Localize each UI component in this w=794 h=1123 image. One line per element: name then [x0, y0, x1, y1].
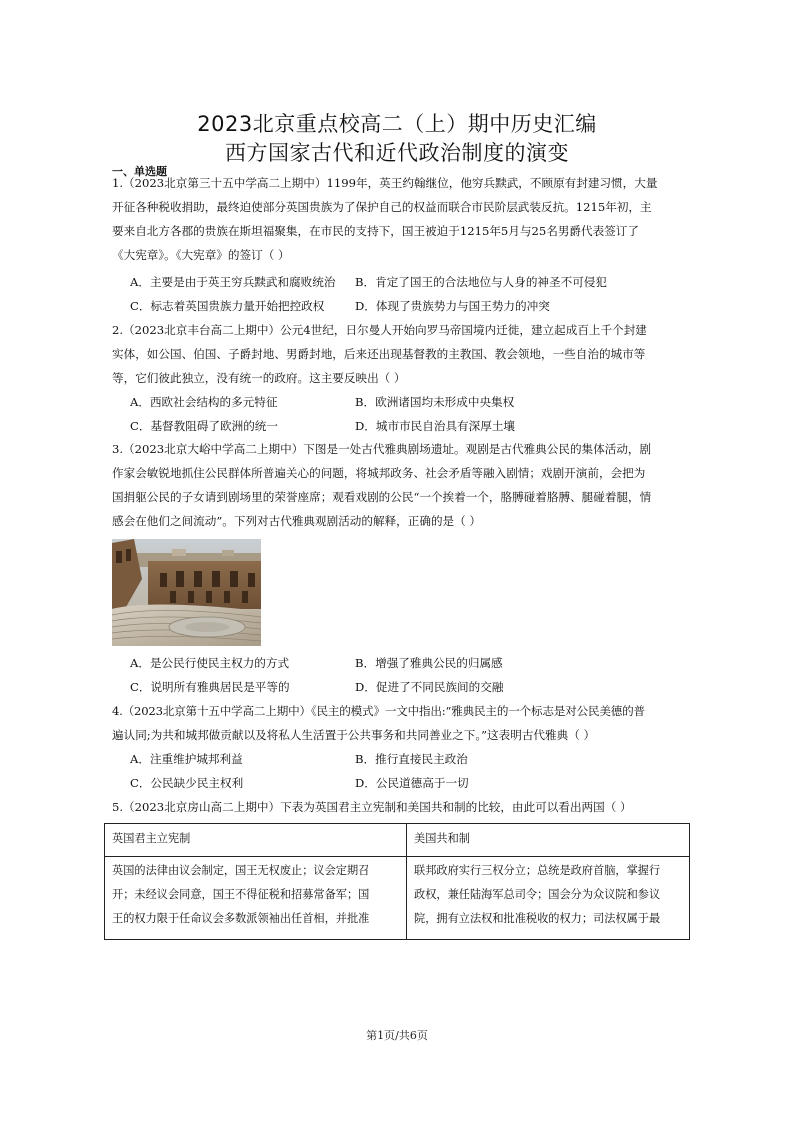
question-text-line: 遍认同;为共和城邦做贡献以及将私人生活置于公共事务和共同善业之下。”这表明古代雅典（ ）	[112, 728, 596, 742]
document-title: 2023北京重点校高二（上）期中历史汇编	[197, 112, 597, 136]
question-1-options	[130, 270, 690, 318]
question-4-stem	[112, 699, 690, 747]
question-5-stem	[112, 795, 690, 819]
question-3-options	[130, 651, 690, 699]
question-text-line: 作家会敏锐地抓住公民群体所普遍关心的问题，将城邦政务、社会矛盾等融入剧情；戏剧开演前，会把为	[112, 466, 646, 480]
question-text-line: 开征各种税收捐助，最终迫使部分英国贵族为了保护自己的权益而联合市民阶层武装反抗。1215年初，主	[112, 200, 652, 214]
question-text-line: 等，它们彼此独立，没有统一的政府。这主要反映出（ ）	[112, 371, 406, 385]
option-c[interactable]: C．标志着英国贵族力量开始把控政权	[130, 299, 325, 313]
table-cell-line: 王的权力限于任命议会多数派领袖出任首相，并批准	[112, 912, 370, 925]
option-b[interactable]: B．增强了雅典公民的归属感	[355, 656, 503, 670]
option-d[interactable]: D．体现了贵族势力与国王势力的冲突	[355, 299, 550, 313]
question-2-options	[130, 390, 690, 438]
question-text-line: 要来自北方各郡的贵族在斯坦福聚集，在市民的支持下，国王被迫于1215年5月与25名男爵代表签订了	[112, 224, 639, 238]
question-text-line: 感会在他们之间流动”。下列对古代雅典观剧活动的解释，正确的是（ ）	[112, 514, 482, 528]
question-3-stem	[112, 437, 690, 533]
question-text-line: 4.（2023北京第十五中学高二上期中）《民主的模式》一文中指出:“雅典民主的一个标志是对公民美德的普	[112, 704, 645, 718]
question-4-options	[130, 747, 690, 795]
table-cell-line: 政权，兼任陆海军总司令；国会分为众议院和参议	[414, 888, 661, 901]
question-text-line: 2.（2023北京丰台高二上期中）公元4世纪，日尔曼人开始向罗马帝国境内迁徙，建立起成百上千个封建	[112, 323, 647, 337]
option-b[interactable]: B．推行直接民主政治	[355, 752, 468, 766]
table-cell-uk	[105, 859, 406, 931]
option-d[interactable]: D．促进了不同民族间的交融	[355, 680, 504, 694]
table-cell-line: 开；未经议会同意，国王不得征税和招募常备军；国	[112, 888, 370, 901]
comparison-table	[104, 823, 690, 940]
option-b[interactable]: B．欧洲诸国均未形成中央集权	[355, 395, 515, 409]
question-text-line: 3.（2023北京大峪中学高二上期中）下图是一处古代雅典剧场遗址。观剧是古代雅典公民的集体活动，剧	[112, 442, 652, 456]
question-1-stem	[112, 171, 690, 267]
option-b[interactable]: B．肯定了国王的合法地位与人身的神圣不可侵犯	[355, 275, 607, 289]
table-cell-line: 英国的法律由议会制定，国王无权废止；议会定期召	[112, 864, 370, 877]
question-text-line: 实体，如公国、伯国、子爵封地、男爵封地，后来还出现基督教的主教国、教会领地，一些自治的城市等	[112, 347, 646, 361]
table-cell-line: 院，拥有立法权和批准税收的权力；司法权属于最	[414, 912, 661, 925]
theater-ruins-photo	[112, 539, 261, 646]
option-a[interactable]: A．西欧社会结构的多元特征	[130, 395, 278, 409]
question-text-line: 国捐躯公民的子女请到剧场里的荣誉座席；观看戏剧的公民“一个挨着一个，胳膊碰着胳膊、腿碰着腿，情	[112, 490, 652, 504]
table-cell-us	[407, 859, 691, 931]
table-cell-line: 联邦政府实行三权分立；总统是政府首脑，掌握行	[414, 864, 661, 877]
question-2-stem	[112, 318, 690, 390]
option-d[interactable]: D．公民道德高于一切	[355, 776, 469, 790]
option-a[interactable]: A．是公民行使民主权力的方式	[130, 656, 290, 670]
option-d[interactable]: D．城市市民自治具有深厚土壤	[355, 419, 516, 433]
option-a[interactable]: A．注重维护城邦利益	[130, 752, 243, 766]
question-text-line: 1.（2023北京第三十五中学高二上期中）1199年，英王约翰继位，他穷兵黩武，不顾原有封建习惯，大量	[112, 176, 658, 190]
question-text-line: 《大宪章》。《大宪章》的签订（ ）	[112, 248, 290, 262]
option-a[interactable]: A．主要是由于英王穷兵黩武和腐败统治	[130, 275, 336, 289]
page-footer: 第1页/共6页	[366, 1029, 428, 1042]
section-heading: 一、单选题	[112, 165, 167, 178]
option-c[interactable]: C．公民缺少民主权利	[130, 776, 244, 790]
option-c[interactable]: C．说明所有雅典居民是平等的	[130, 680, 290, 694]
table-header-uk: 英国君主立宪制	[112, 832, 191, 845]
question-text-line: 5.（2023北京房山高二上期中）下表为英国君主立宪制和美国共和制的比较，由此可以看出两国（ ）	[112, 800, 632, 814]
table-header-us: 美国共和制	[414, 832, 470, 845]
option-c[interactable]: C．基督教阻碍了欧洲的统一	[130, 419, 278, 433]
document-subtitle: 西方国家古代和近代政治制度的演变	[225, 141, 569, 165]
